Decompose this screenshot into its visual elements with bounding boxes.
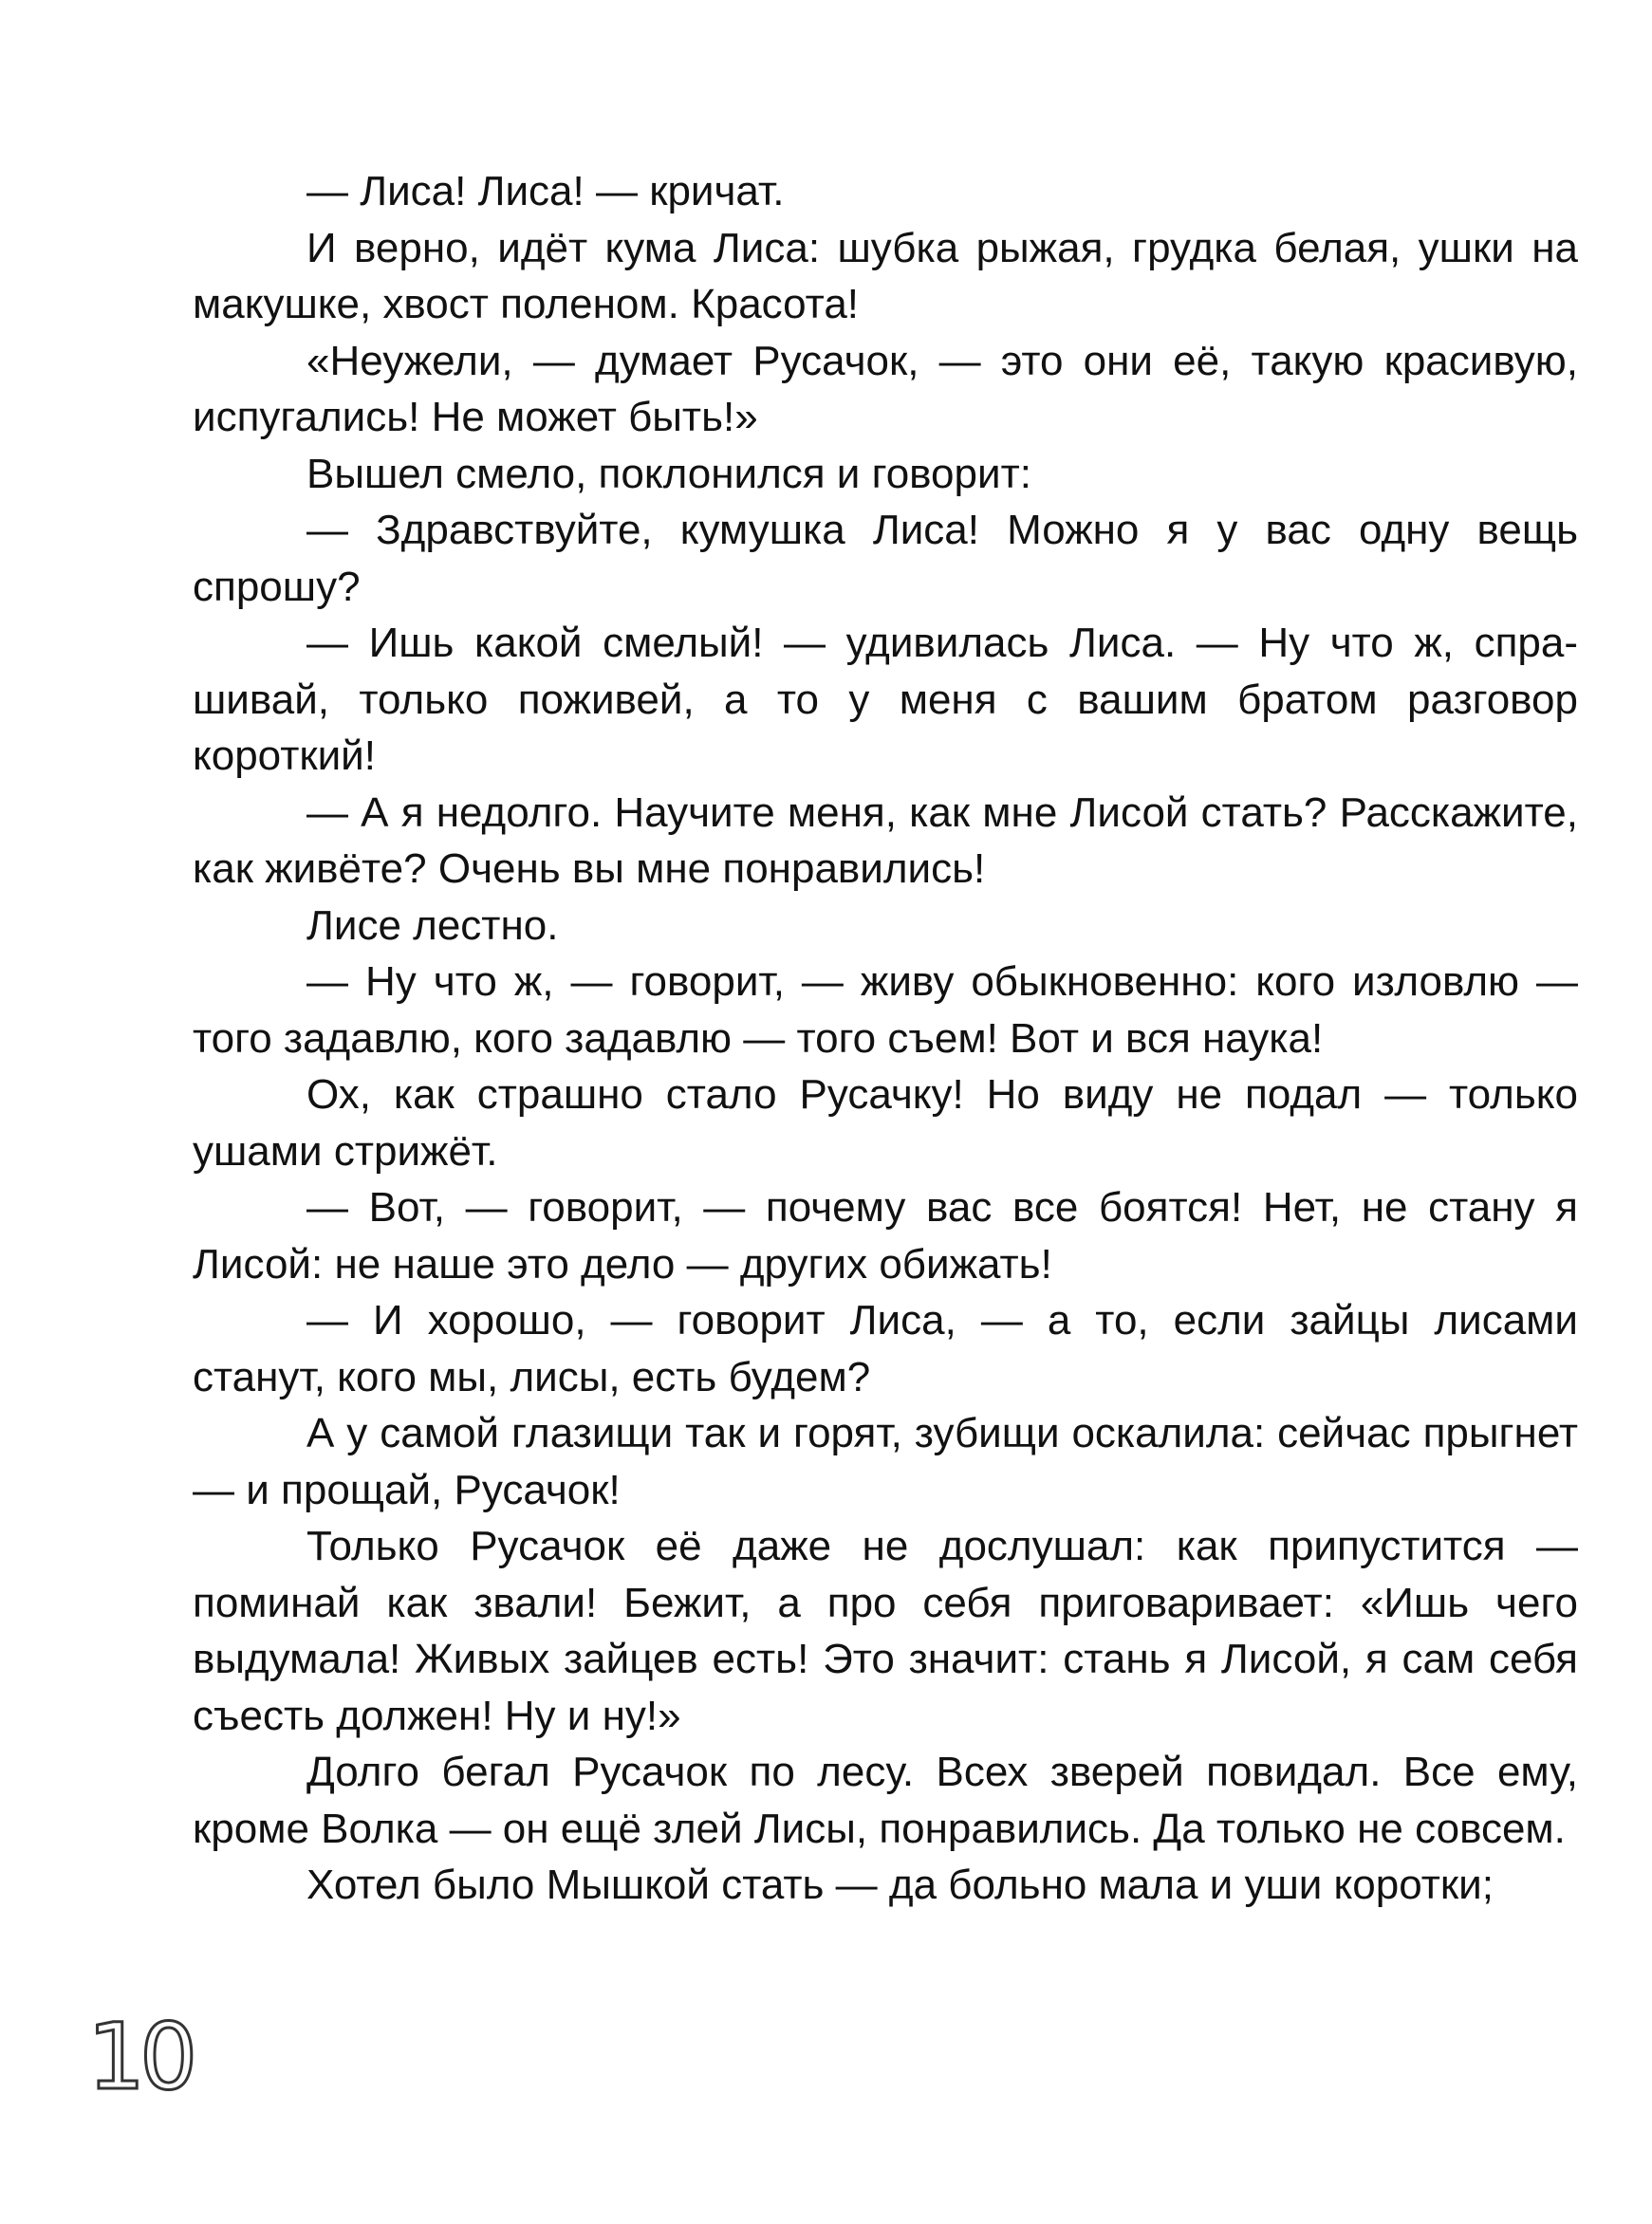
paragraph: — Ну что ж, — говорит, — живу обыкновенно: кого изловлю — того задавлю, кого задавлю — того съем! Вот и вся наука! <box>193 958 1578 1062</box>
paragraph: Лисе лестно. <box>306 901 559 949</box>
paragraph: — Лиса! Лиса! — кричат. <box>306 168 785 214</box>
paragraph: Долго бегал Русачок по лесу. Всех зверей повидал. Все ему, кроме Волка — он ещё злей Лисы, понравились. Да только не совсем. <box>193 1749 1578 1852</box>
paragraph: А у самой глазищи так и горят, зубищи оскалила: сейчас прыгнет — и прощай, Русачок! <box>193 1410 1578 1513</box>
paragraph: — А я недолго. Научите меня, как мне Лисой стать? Расскажите, как живёте? Очень вы мне понравились! <box>193 788 1578 892</box>
paragraph: — И хорошо, — говорит Лиса, — а то, если зайцы лисами станут, кого мы, лисы, есть будем? <box>193 1297 1578 1400</box>
paragraph: Вышел смело, поклонился и говорит: <box>306 450 1031 497</box>
paragraph: И верно, идёт кума Лиса: шубка рыжая, грудка белая, ушки на макушке, хвост поленом. Красота! <box>193 224 1578 327</box>
paragraph: Только Русачок её даже не дослушал: как припустится — поминай как звали! Бежит, а про себя приговаривает: «Ишь чего выдумала! Живых зайцев есть! Это значит: стань я Лисой, я сам себя съесть должен! Ну и ну!» <box>193 1523 1578 1739</box>
paragraph: Хотел было Мышкой стать — да больно мала и уши коротки; <box>306 1862 1494 1908</box>
paragraph: «Неужели, — думает Русачок, — это они её, такую красивую, испугались! Не может быть!» <box>193 337 1578 440</box>
page-number: 10 <box>87 2004 193 2110</box>
paragraph: — Ишь какой смелый! — удивилась Лиса. — Ну что ж, спрашивай, только поживей, а то у меня с вашим братом разговор короткий! <box>193 620 1578 779</box>
story-text <box>193 163 1578 1914</box>
paragraph: — Вот, — говорит, — почему вас все боятся! Нет, не стану я Лисой: не наше это дело — других обижать! <box>193 1184 1578 1288</box>
paragraph: Ох, как страшно стало Русачку! Но виду не подал — только ушами стрижёт. <box>193 1071 1578 1175</box>
paragraph: — Здравствуйте, кумушка Лиса! Можно я у вас одну вещь спрошу? <box>193 507 1578 610</box>
